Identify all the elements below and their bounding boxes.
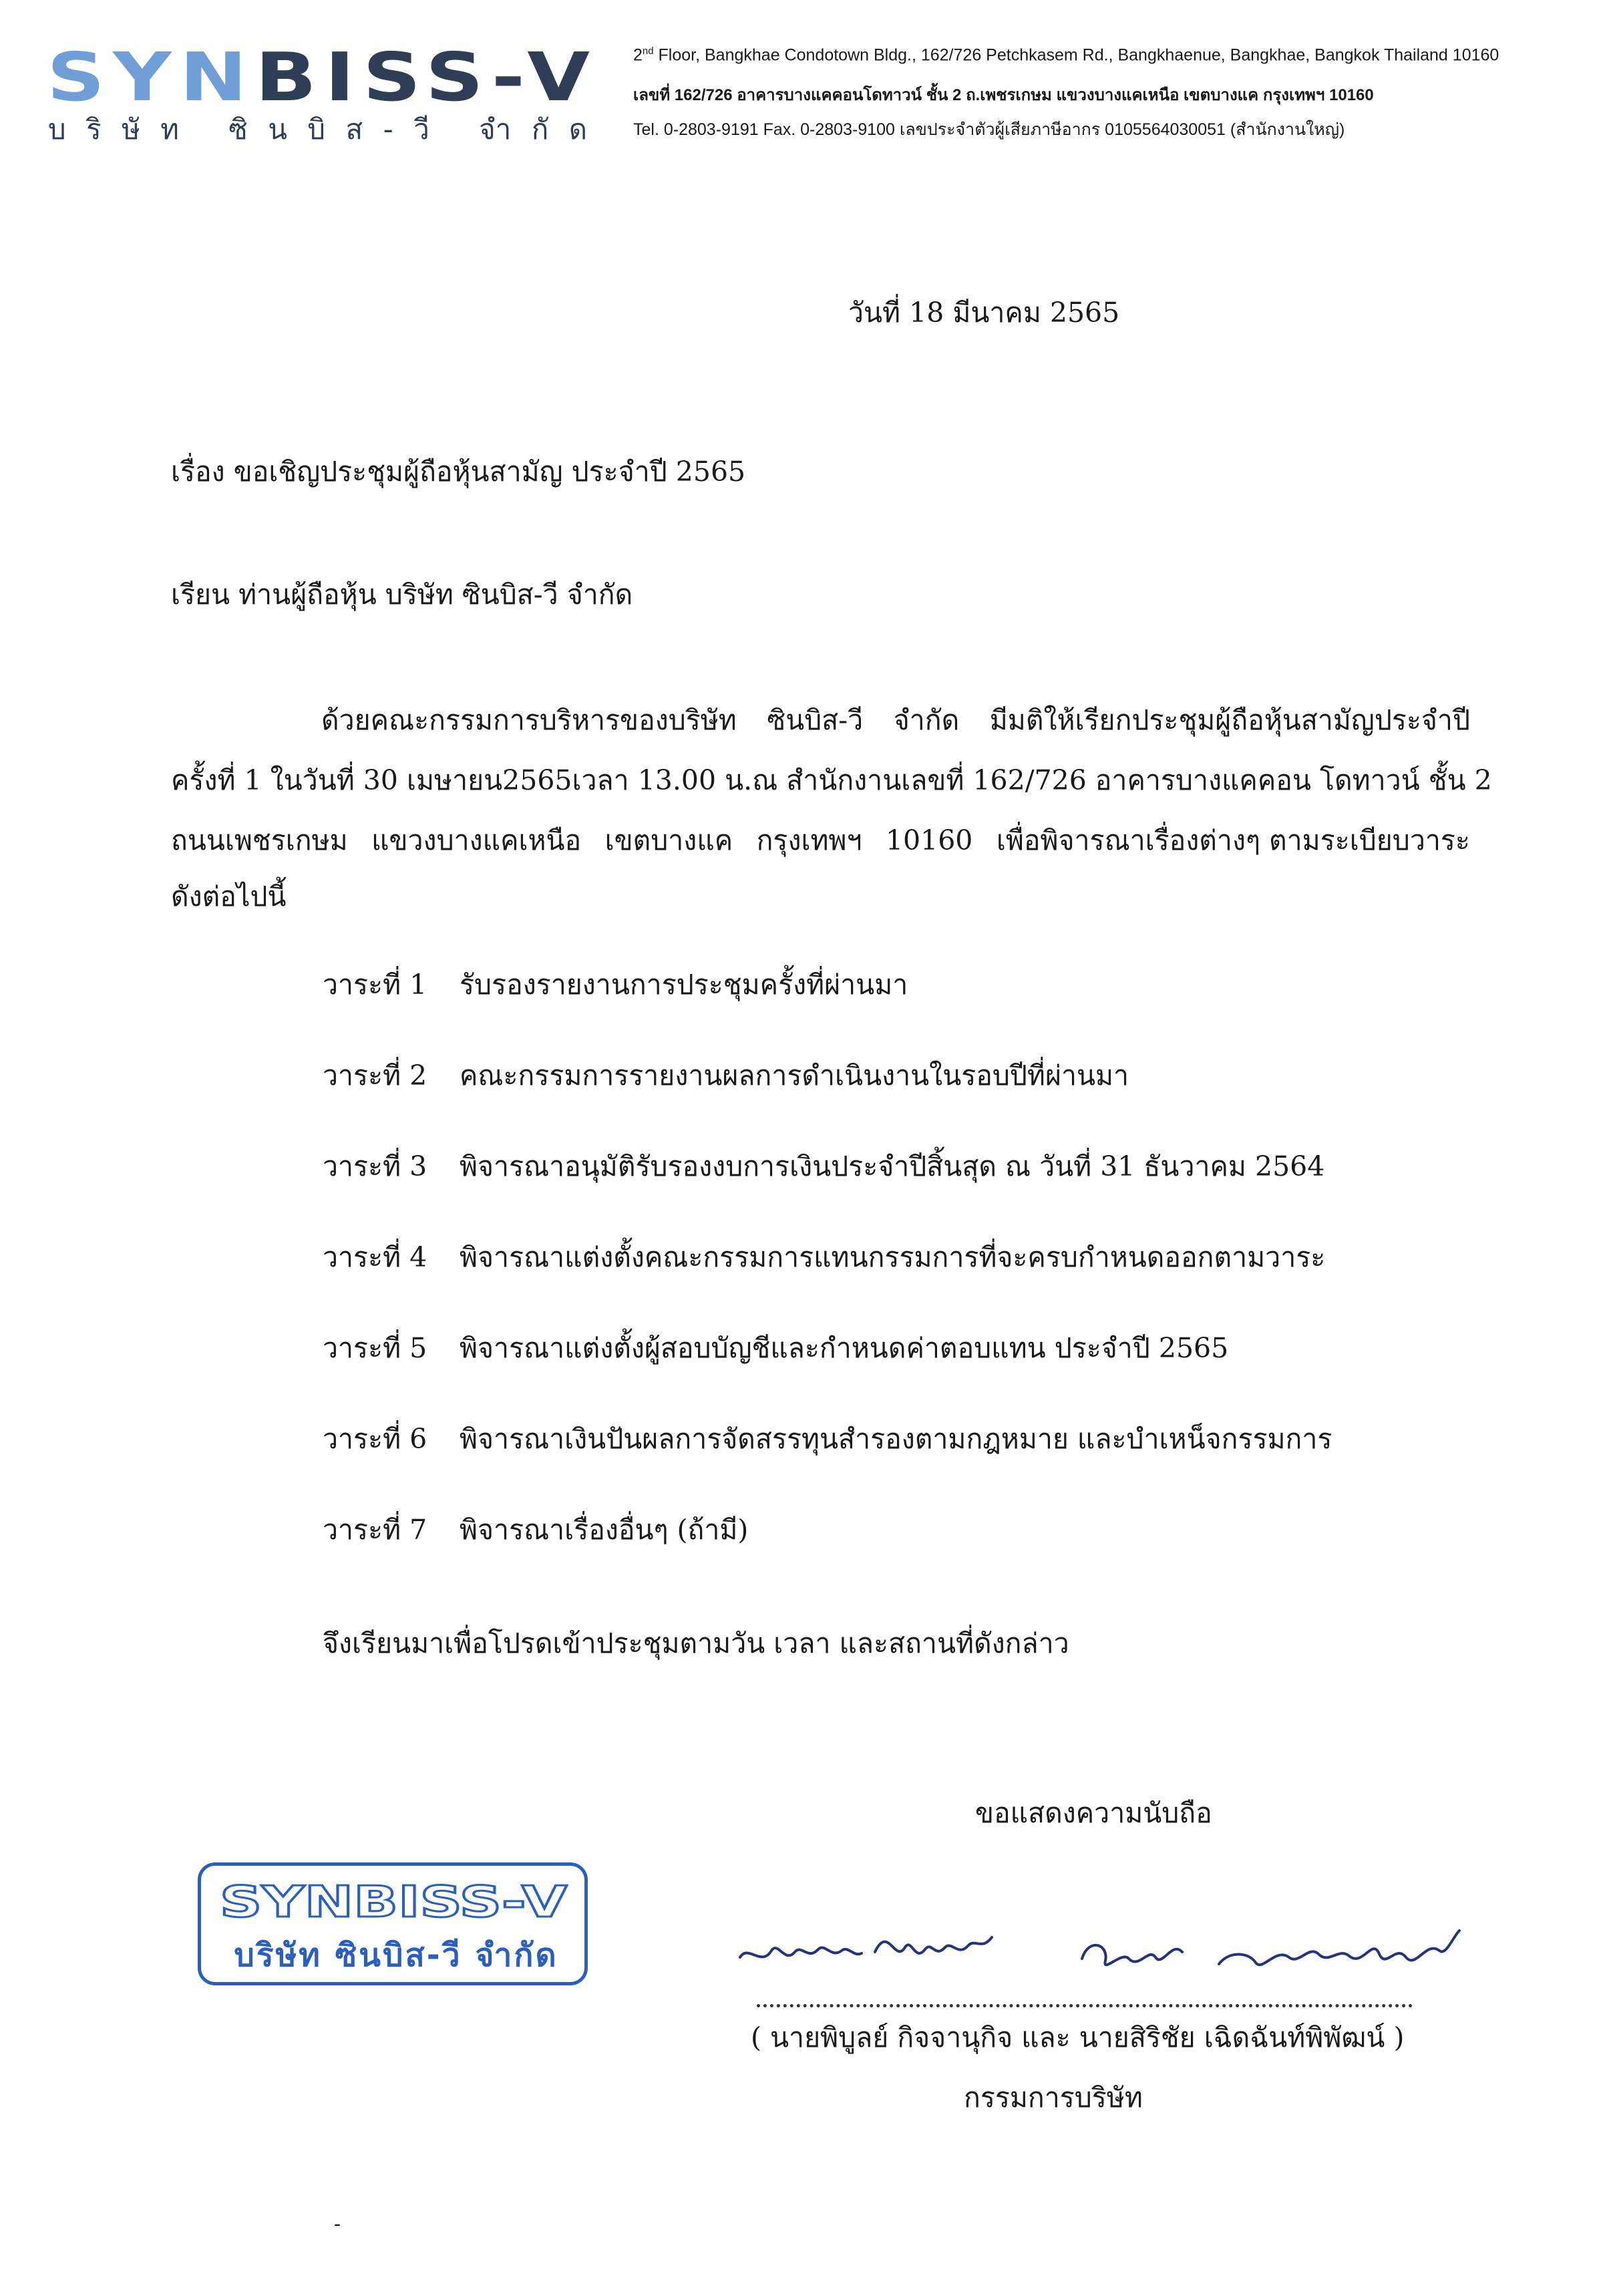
agenda-number: วาระที่ 1 (323, 969, 427, 1001)
paragraph-line-4 (171, 880, 1470, 913)
logo-text (47, 41, 598, 111)
letter-date: วันที่ 18 มีนาคม 2565 (848, 297, 1120, 329)
paragraph-segment: จำกัด (893, 704, 960, 736)
paragraph-segment: มีมติให้เรียกประชุมผู้ถือหุ้นสามัญประจำปี (989, 704, 1470, 736)
paragraph-segment: ครั้งที่ 1 ในวันที่ 30 เมษายน (171, 764, 503, 796)
logo-text-part: SYN (47, 41, 220, 111)
stamp-logo-text: SYNBISS-V (220, 1878, 568, 1922)
signature-2 (1075, 1911, 1463, 1984)
agenda-text: คณะกรรมการรายงานผลการดำเนินงานในรอบปีที่ผ่านมา (460, 1059, 1129, 1092)
agenda-text: พิจารณาแต่งตั้งคณะกรรมการแทนกรรมการที่จะครบกำหนดออกตามวาระ (460, 1241, 1326, 1273)
letter-subject: เรื่อง ขอเชิญประชุมผู้ถือหุ้นสามัญ ประจำปี 2565 (171, 456, 746, 488)
agenda-text: พิจารณาเรื่องอื่นๆ (ถ้ามี) (460, 1514, 749, 1546)
paragraph-segment: ณ สำนักงานเลขที่ 162/726 อาคารบางแคคอน โดทาวน์ ชั้น 2 (752, 764, 1492, 796)
address-thai: เลขที่ 162/726 อาคารบางแคคอนโดทาวน์ ชั้น 2 ถ.เพชรเกษม แขวงบางแคเหนือ เขตบางแค กรุงเทพฯ 10160 (633, 86, 1374, 104)
paragraph-line-3 (171, 824, 1470, 856)
logo-text-part: BISS-V (254, 41, 539, 111)
agenda-item (323, 1145, 1324, 1188)
agenda-text: พิจารณาอนุมัติรับรองงบการเงินประจำปีสิ้นสุด ณ วันที่ 31 ธันวาคม 2564 (460, 1150, 1325, 1182)
agenda-text: รับรองรายงานการประชุมครั้งที่ผ่านมา (460, 969, 908, 1001)
regards: ขอแสดงความนับถือ (975, 1797, 1212, 1829)
address-english-rest: Floor, Bangkhae Condotown Bldg., 162/726 Petchkasem Rd., Bangkhaenue, Bangkhae, Bangkok Thailand 10160 (653, 45, 1499, 65)
agenda-item (323, 1327, 1228, 1370)
company-stamp (198, 1862, 588, 1985)
footer-mark: - (334, 2212, 341, 2236)
letter-recipient: เรียน ท่านผู้ถือหุ้น บริษัท ซินบิส-วี จำกัด (171, 579, 633, 611)
agenda-item (323, 1508, 748, 1552)
logo-subtitle-text: บริษัท ซินบิส-วี จำกัด (48, 113, 599, 146)
paragraph-segment: ดังต่อไปนี้ (171, 880, 287, 913)
signer-position: กรรมการบริษัท (964, 2082, 1143, 2114)
agenda-number: วาระที่ 2 (323, 1059, 427, 1092)
agenda-item (323, 1418, 1332, 1461)
paragraph-segment: เพื่อพิจารณาเรื่องต่างๆ ตามระเบียบวาระ (996, 824, 1470, 856)
address-english (633, 45, 1499, 65)
paragraph-segment: กรุงเทพฯ (756, 824, 862, 856)
stamp-company-name: บริษัท ซินบิส-วี จำกัด (234, 1937, 558, 1974)
signature-line (757, 2004, 1413, 2007)
agenda-text: พิจารณาแต่งตั้งผู้สอบบัญชีและกำหนดค่าตอบแทน ประจำปี 2565 (460, 1332, 1229, 1364)
paragraph-segment: เขตบางแค (604, 824, 733, 856)
agenda-number: วาระที่ 3 (323, 1150, 427, 1182)
agenda-item (323, 1054, 1129, 1098)
paragraph-line-1 (171, 704, 1470, 736)
paragraph-segment: ถนนเพชรเกษม (171, 824, 348, 856)
paragraph-segment: ซินบิส-วี (767, 704, 864, 736)
address-floor-suffix: nd (642, 45, 654, 57)
signer-names: ( นายพิบูลย์ กิจจานุกิจ และ นายสิริชัย เฉิดฉันท์พิพัฒน์ ) (751, 2021, 1405, 2054)
paragraph-segment: 10160 (885, 824, 973, 856)
signature-1 (735, 1911, 995, 1984)
agenda-item (323, 1236, 1325, 1279)
paragraph-line-2 (171, 764, 1492, 796)
paragraph-segment: แขวงบางแคเหนือ (371, 824, 582, 856)
agenda-number: วาระที่ 5 (323, 1332, 427, 1364)
paragraph-segment: 2565 (502, 764, 572, 796)
agenda-text: พิจารณาเงินปันผลการจัดสรรทุนสำรองตามกฎหมาย และบำเหน็จกรรมการ (460, 1423, 1332, 1455)
agenda-number: วาระที่ 4 (323, 1241, 427, 1273)
closing-sentence: จึงเรียนมาเพื่อโปรดเข้าประชุมตามวัน เวลา และสถานที่ดังกล่าว (323, 1627, 1069, 1659)
contact-info: Tel. 0-2803-9191 Fax. 0-2803-9100 เลขประจำตัวผู้เสียภาษีอากร 0105564030051 (สำนักงานใหญ่) (633, 120, 1345, 139)
stamp-logo (220, 1878, 570, 1922)
agenda-number: วาระที่ 7 (323, 1514, 427, 1546)
agenda-number: วาระที่ 6 (323, 1423, 427, 1455)
logo-subtitle (48, 112, 602, 146)
paragraph-segment: เวลา 13.00 น. (572, 764, 753, 796)
company-logo (47, 41, 601, 111)
agenda-item (323, 963, 908, 1007)
paragraph-segment: ด้วยคณะกรรมการบริหารของบริษัท (321, 704, 737, 736)
address-floor-number: 2 (633, 45, 643, 65)
